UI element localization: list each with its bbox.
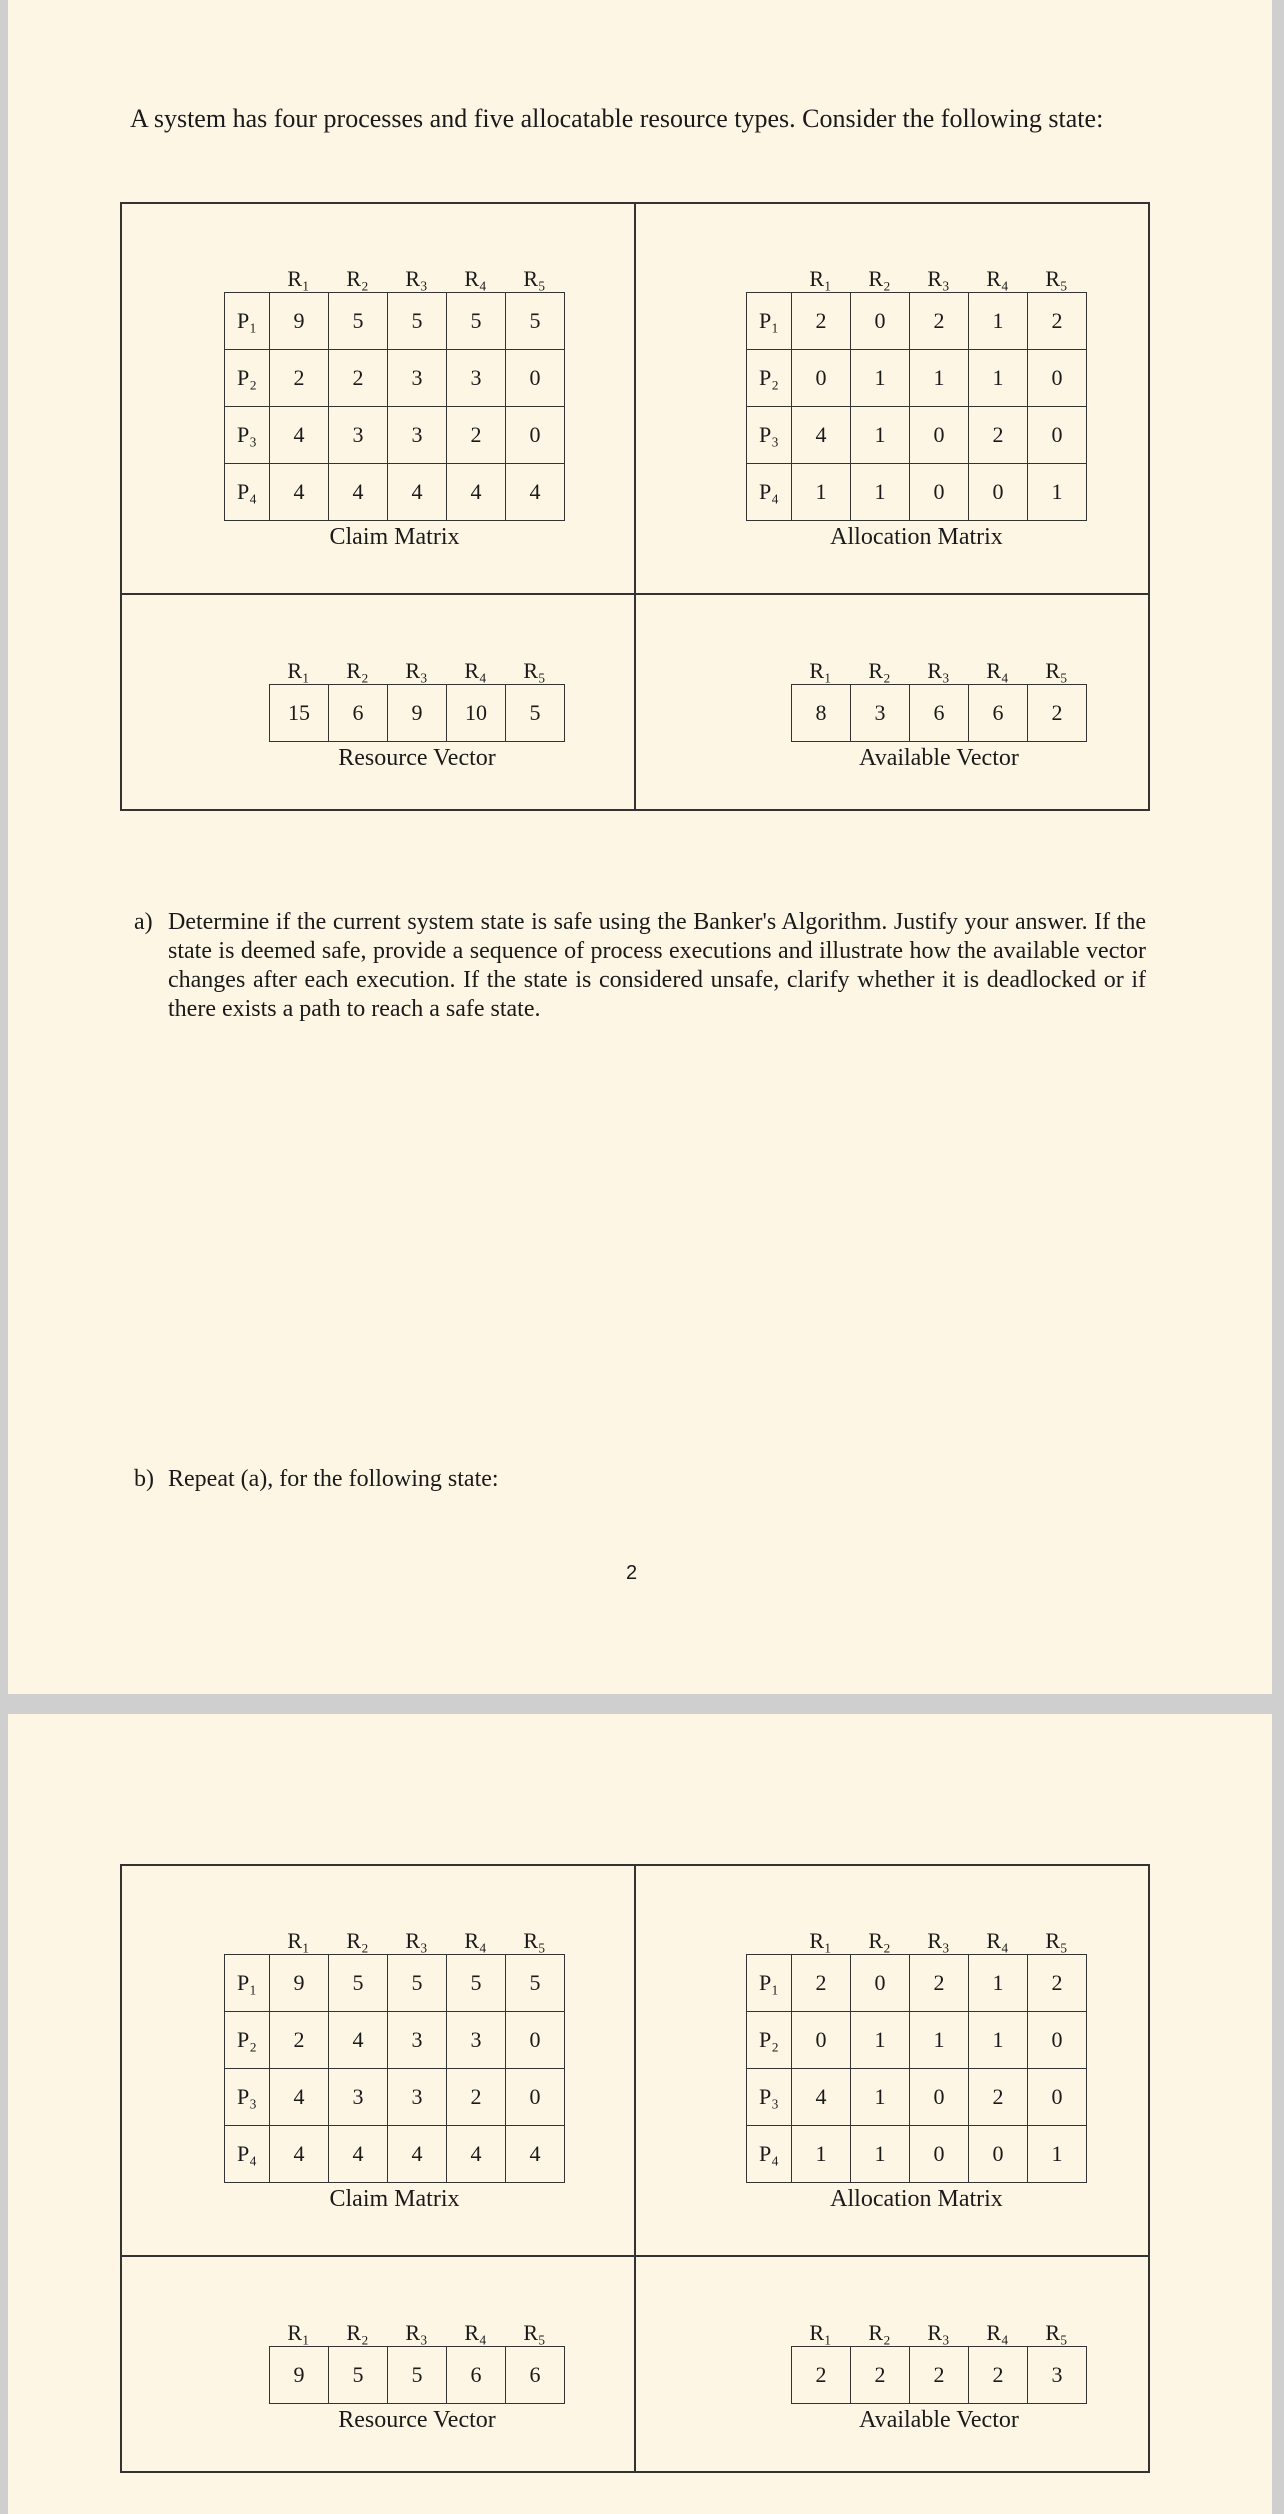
table-row: P₁ 9 5 5 5 5 (225, 1955, 565, 2012)
question-b-text: Repeat (a), for the following state: (168, 1466, 499, 1492)
resource-vector-table (269, 684, 565, 742)
table-row: P₄ 4 4 4 4 4 (225, 2126, 565, 2183)
state-a-grid (120, 202, 1150, 811)
available-vector-caption: Available Vector (859, 745, 1019, 771)
table-row: P₂ 2 2 3 3 0 (225, 350, 565, 407)
table-row: P₂ 2 4 3 3 0 (225, 2012, 565, 2069)
question-a-text: Determine if the current system state is safe using the Banker's Algorithm. Justify your answer. If the state is deemed safe, provide a sequence of process executions and illustrate how the available vector changes after each execution. If the state is considered unsafe, clarify whether it is deadlocked or if there exists a path to reach a safe state. (168, 909, 1146, 1022)
state-a-resource-vector: R₁ R₂ R₃ R₄ R₅ 15 6 9 10 5 Resource Vector (224, 652, 565, 772)
state-b-allocation-matrix: R₁ R₂ R₃ R₄ R₅ P₁ 2 0 2 1 2 P₂ 0 1 1 1 0 P₃ 4 1 0 2 0 P₄ 1 1 0 0 1 Allocation Matrix (746, 1922, 1087, 2213)
table-row: P₃ 4 1 0 2 0 (747, 2069, 1087, 2126)
state-a-claim-matrix: R₁ R₂ R₃ R₄ R₅ P₁ 9 5 5 5 5 P₂ 2 2 3 3 0 P₃ 4 3 3 2 0 P₄ 4 4 4 4 4 Claim Matrix (224, 260, 565, 551)
state-a-available-vector: R₁ R₂ R₃ R₄ R₅ 8 3 6 6 2 Available Vector (746, 652, 1087, 772)
table-row: P₂ 0 1 1 1 0 (747, 350, 1087, 407)
allocation-table (746, 292, 1087, 521)
table-row: P₄ 4 4 4 4 4 (225, 464, 565, 521)
resource-vector-table (269, 2346, 565, 2404)
table-row: P₄ 1 1 0 0 1 (747, 464, 1087, 521)
table-row: P₂ 0 1 1 1 0 (747, 2012, 1087, 2069)
resource-vector-caption: Resource Vector (338, 745, 496, 771)
page-number: 2 (626, 1562, 638, 1584)
claim-matrix-caption: Claim Matrix (329, 2186, 460, 2212)
document-page-1 (8, 0, 1272, 1694)
allocation-matrix-caption: Allocation Matrix (830, 2186, 1003, 2212)
table-row: 2 2 2 2 3 (792, 2347, 1087, 2404)
grid-divider-horizontal (122, 2255, 1148, 2257)
available-vector-caption: Available Vector (859, 2407, 1019, 2433)
state-b-available-vector: R₁ R₂ R₃ R₄ R₅ 2 2 2 2 3 Available Vector (746, 2314, 1087, 2434)
question-b-label: b) (134, 1466, 154, 1492)
resource-vector-caption: Resource Vector (338, 2407, 496, 2433)
table-row: P₁ 2 0 2 1 2 (747, 293, 1087, 350)
allocation-table (746, 1954, 1087, 2183)
table-row: P₄ 1 1 0 0 1 (747, 2126, 1087, 2183)
question-a (134, 908, 1146, 1024)
state-a-allocation-matrix: R₁ R₂ R₃ R₄ R₅ P₁ 2 0 2 1 2 P₂ 0 1 1 1 0 P₃ 4 1 0 2 0 P₄ 1 1 0 0 1 Allocation Matrix (746, 260, 1087, 551)
table-row: P₃ 4 3 3 2 0 (225, 2069, 565, 2126)
grid-divider-horizontal (122, 593, 1148, 595)
allocation-matrix-caption: Allocation Matrix (830, 524, 1003, 550)
table-row: P₃ 4 1 0 2 0 (747, 407, 1087, 464)
available-vector-table (791, 684, 1087, 742)
table-row: 15 6 9 10 5 (270, 685, 565, 742)
question-a-label: a) (134, 909, 153, 935)
document-page-2 (8, 1714, 1272, 2514)
available-vector-table (791, 2346, 1087, 2404)
claim-matrix-caption: Claim Matrix (329, 524, 460, 550)
table-row: P₁ 2 0 2 1 2 (747, 1955, 1087, 2012)
table-row: 8 3 6 6 2 (792, 685, 1087, 742)
state-b-grid (120, 1864, 1150, 2473)
claim-table (224, 292, 565, 521)
intro-text: A system has four processes and five allocatable resource types. Consider the following state: (130, 104, 1104, 133)
question-b (134, 1465, 768, 1494)
claim-table (224, 1954, 565, 2183)
table-row: 9 5 5 6 6 (270, 2347, 565, 2404)
grid-divider-vertical (634, 204, 636, 809)
table-row: P₃ 4 3 3 2 0 (225, 407, 565, 464)
state-b-claim-matrix: R₁ R₂ R₃ R₄ R₅ P₁ 9 5 5 5 5 P₂ 2 4 3 3 0 P₃ 4 3 3 2 0 P₄ 4 4 4 4 4 Claim Matrix (224, 1922, 565, 2213)
state-b-resource-vector: R₁ R₂ R₃ R₄ R₅ 9 5 5 6 6 Resource Vector (224, 2314, 565, 2434)
grid-divider-vertical (634, 1866, 636, 2471)
table-row: P₁ 9 5 5 5 5 (225, 293, 565, 350)
